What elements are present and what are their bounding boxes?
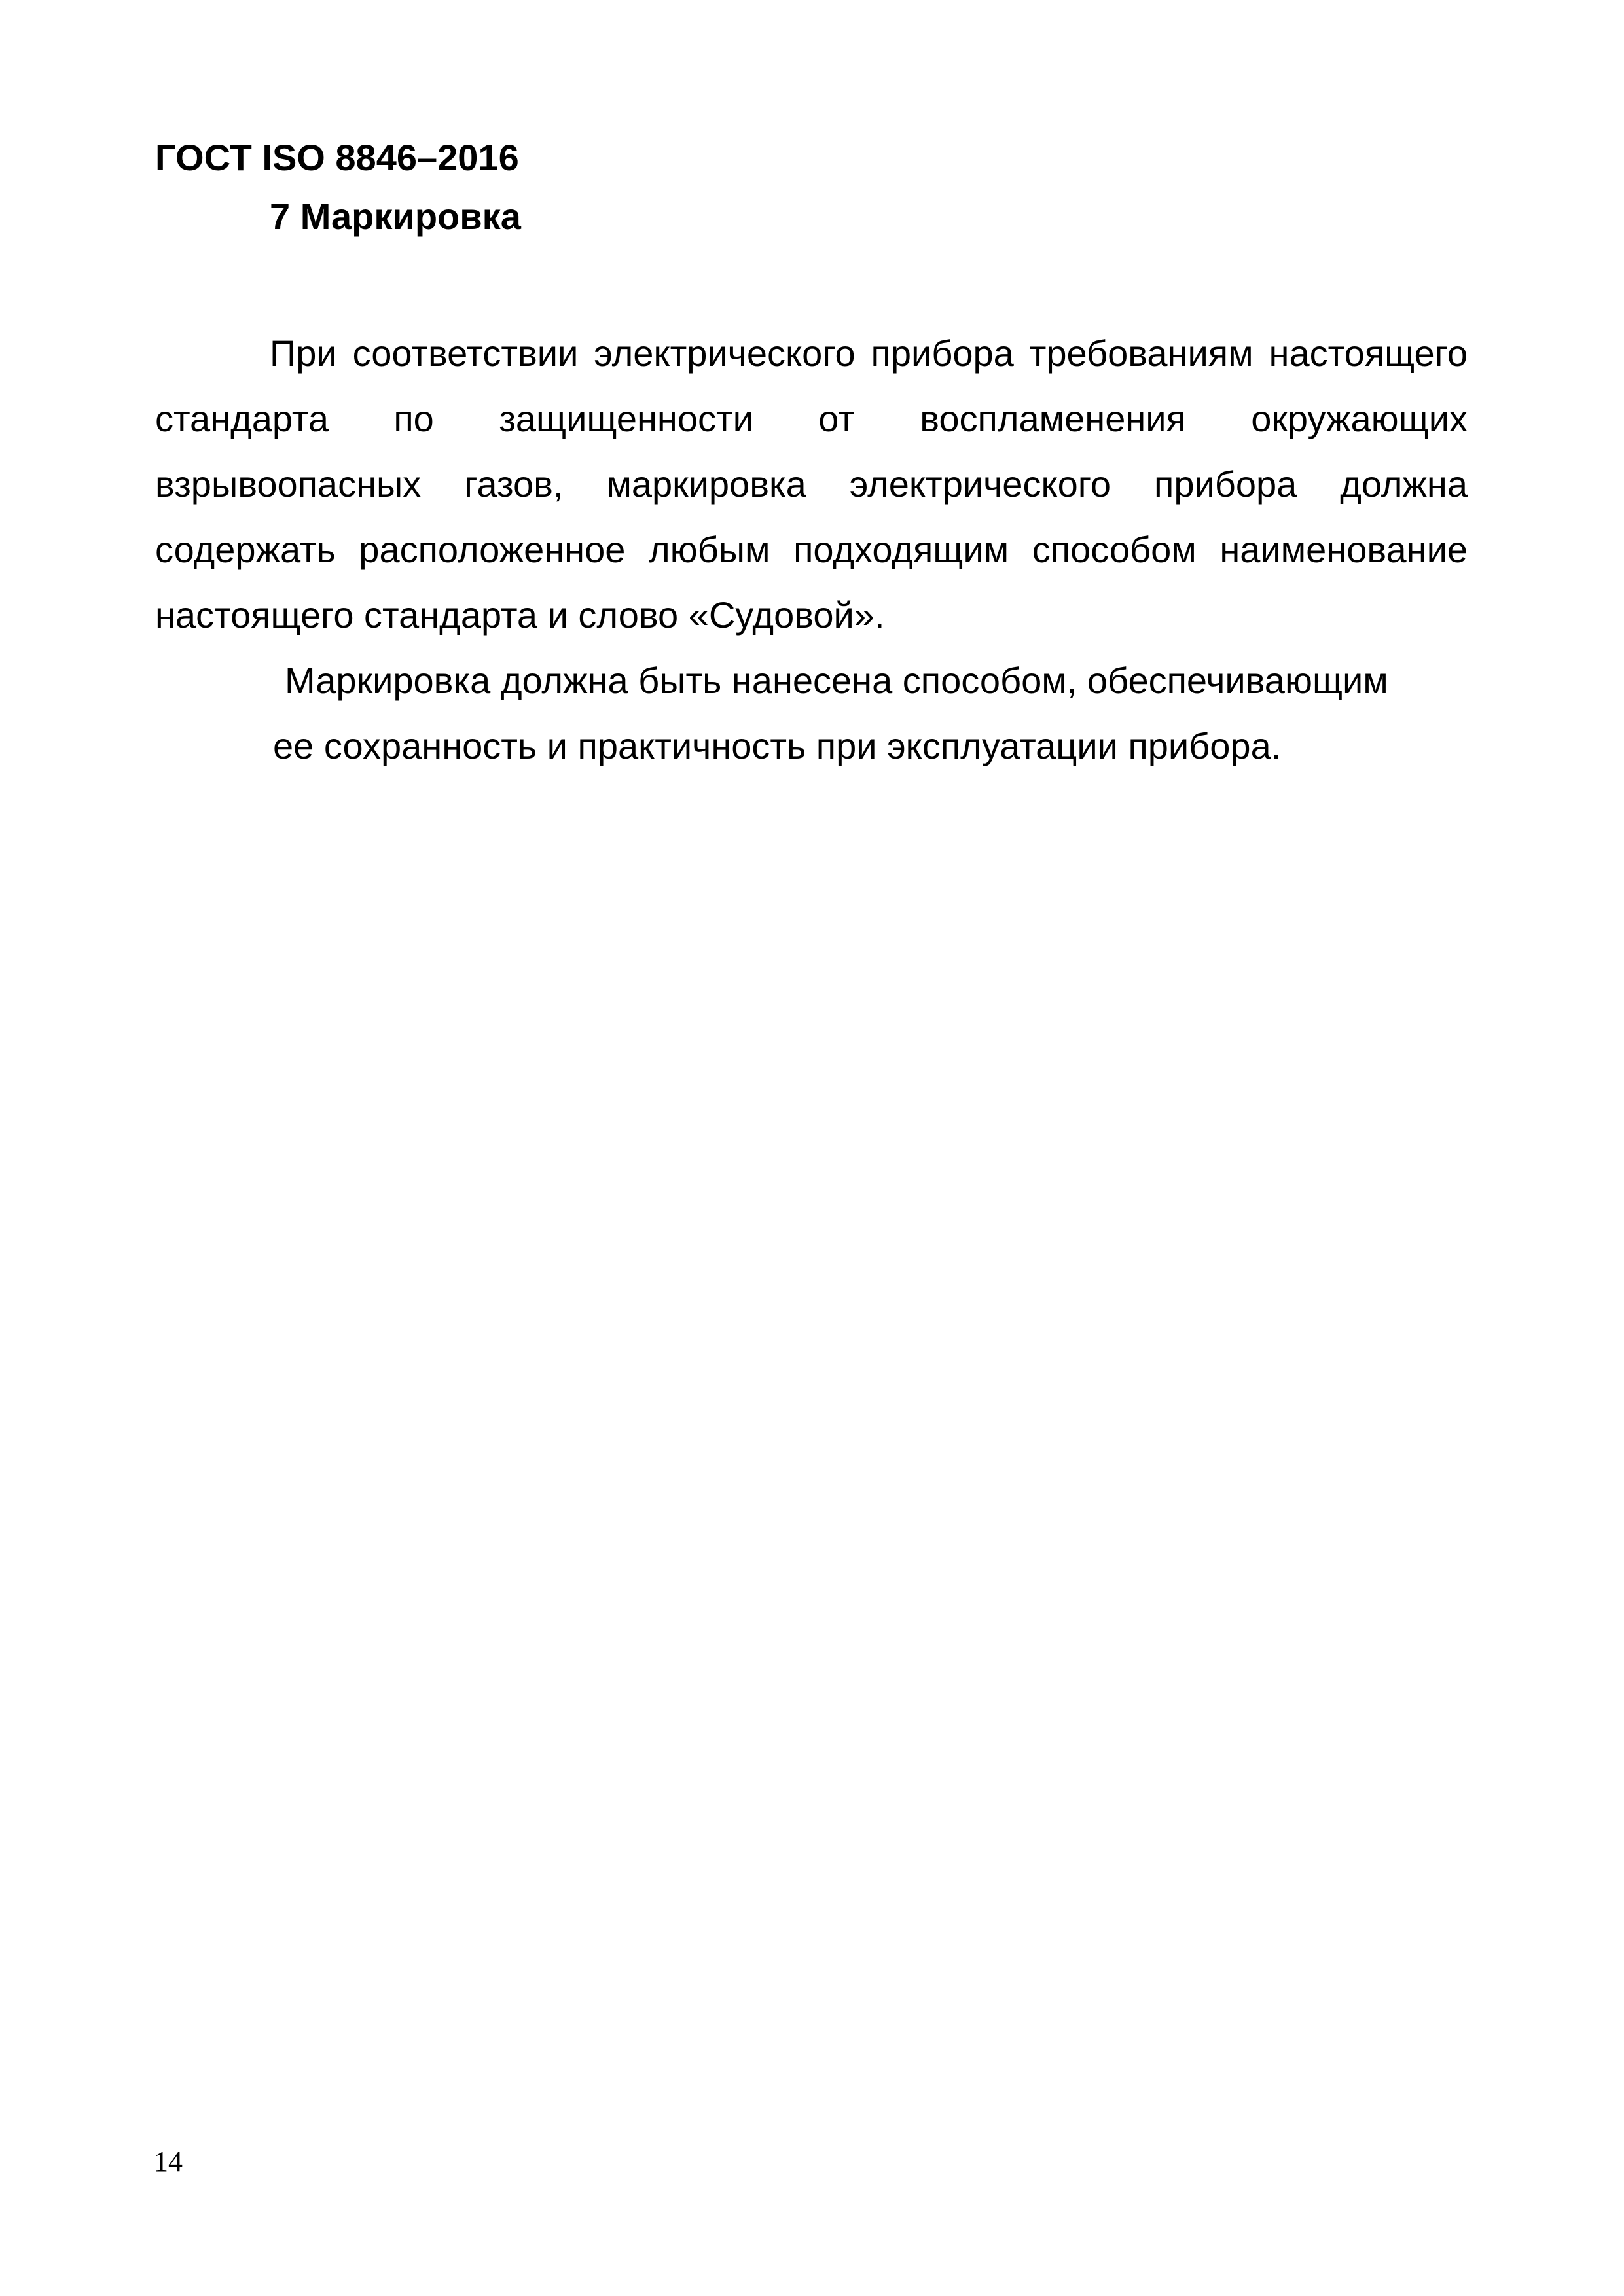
document-code-header: ГОСТ ISO 8846–2016: [155, 137, 519, 178]
body-paragraph-2: [273, 648, 1463, 779]
body-paragraph-1: При соответствии электрического прибора требованиям настоящего стандарта по защищенности от воспламенения окружающих взрывоопасных газов, маркировка электрического прибора должна содержать расположенное любым подходящим способом наименование настоящего стандарта и слово «Судовой».: [155, 332, 1468, 636]
page-number: 14: [154, 2145, 183, 2178]
body-paragraph-2-line-2: ее сохранность и практичность при эксплуатации прибора.: [273, 725, 1282, 766]
body-paragraph-2-line-1: Маркировка должна быть нанесена способом, обеспечивающим: [285, 660, 1388, 701]
section-title: 7 Маркировка: [270, 196, 521, 237]
